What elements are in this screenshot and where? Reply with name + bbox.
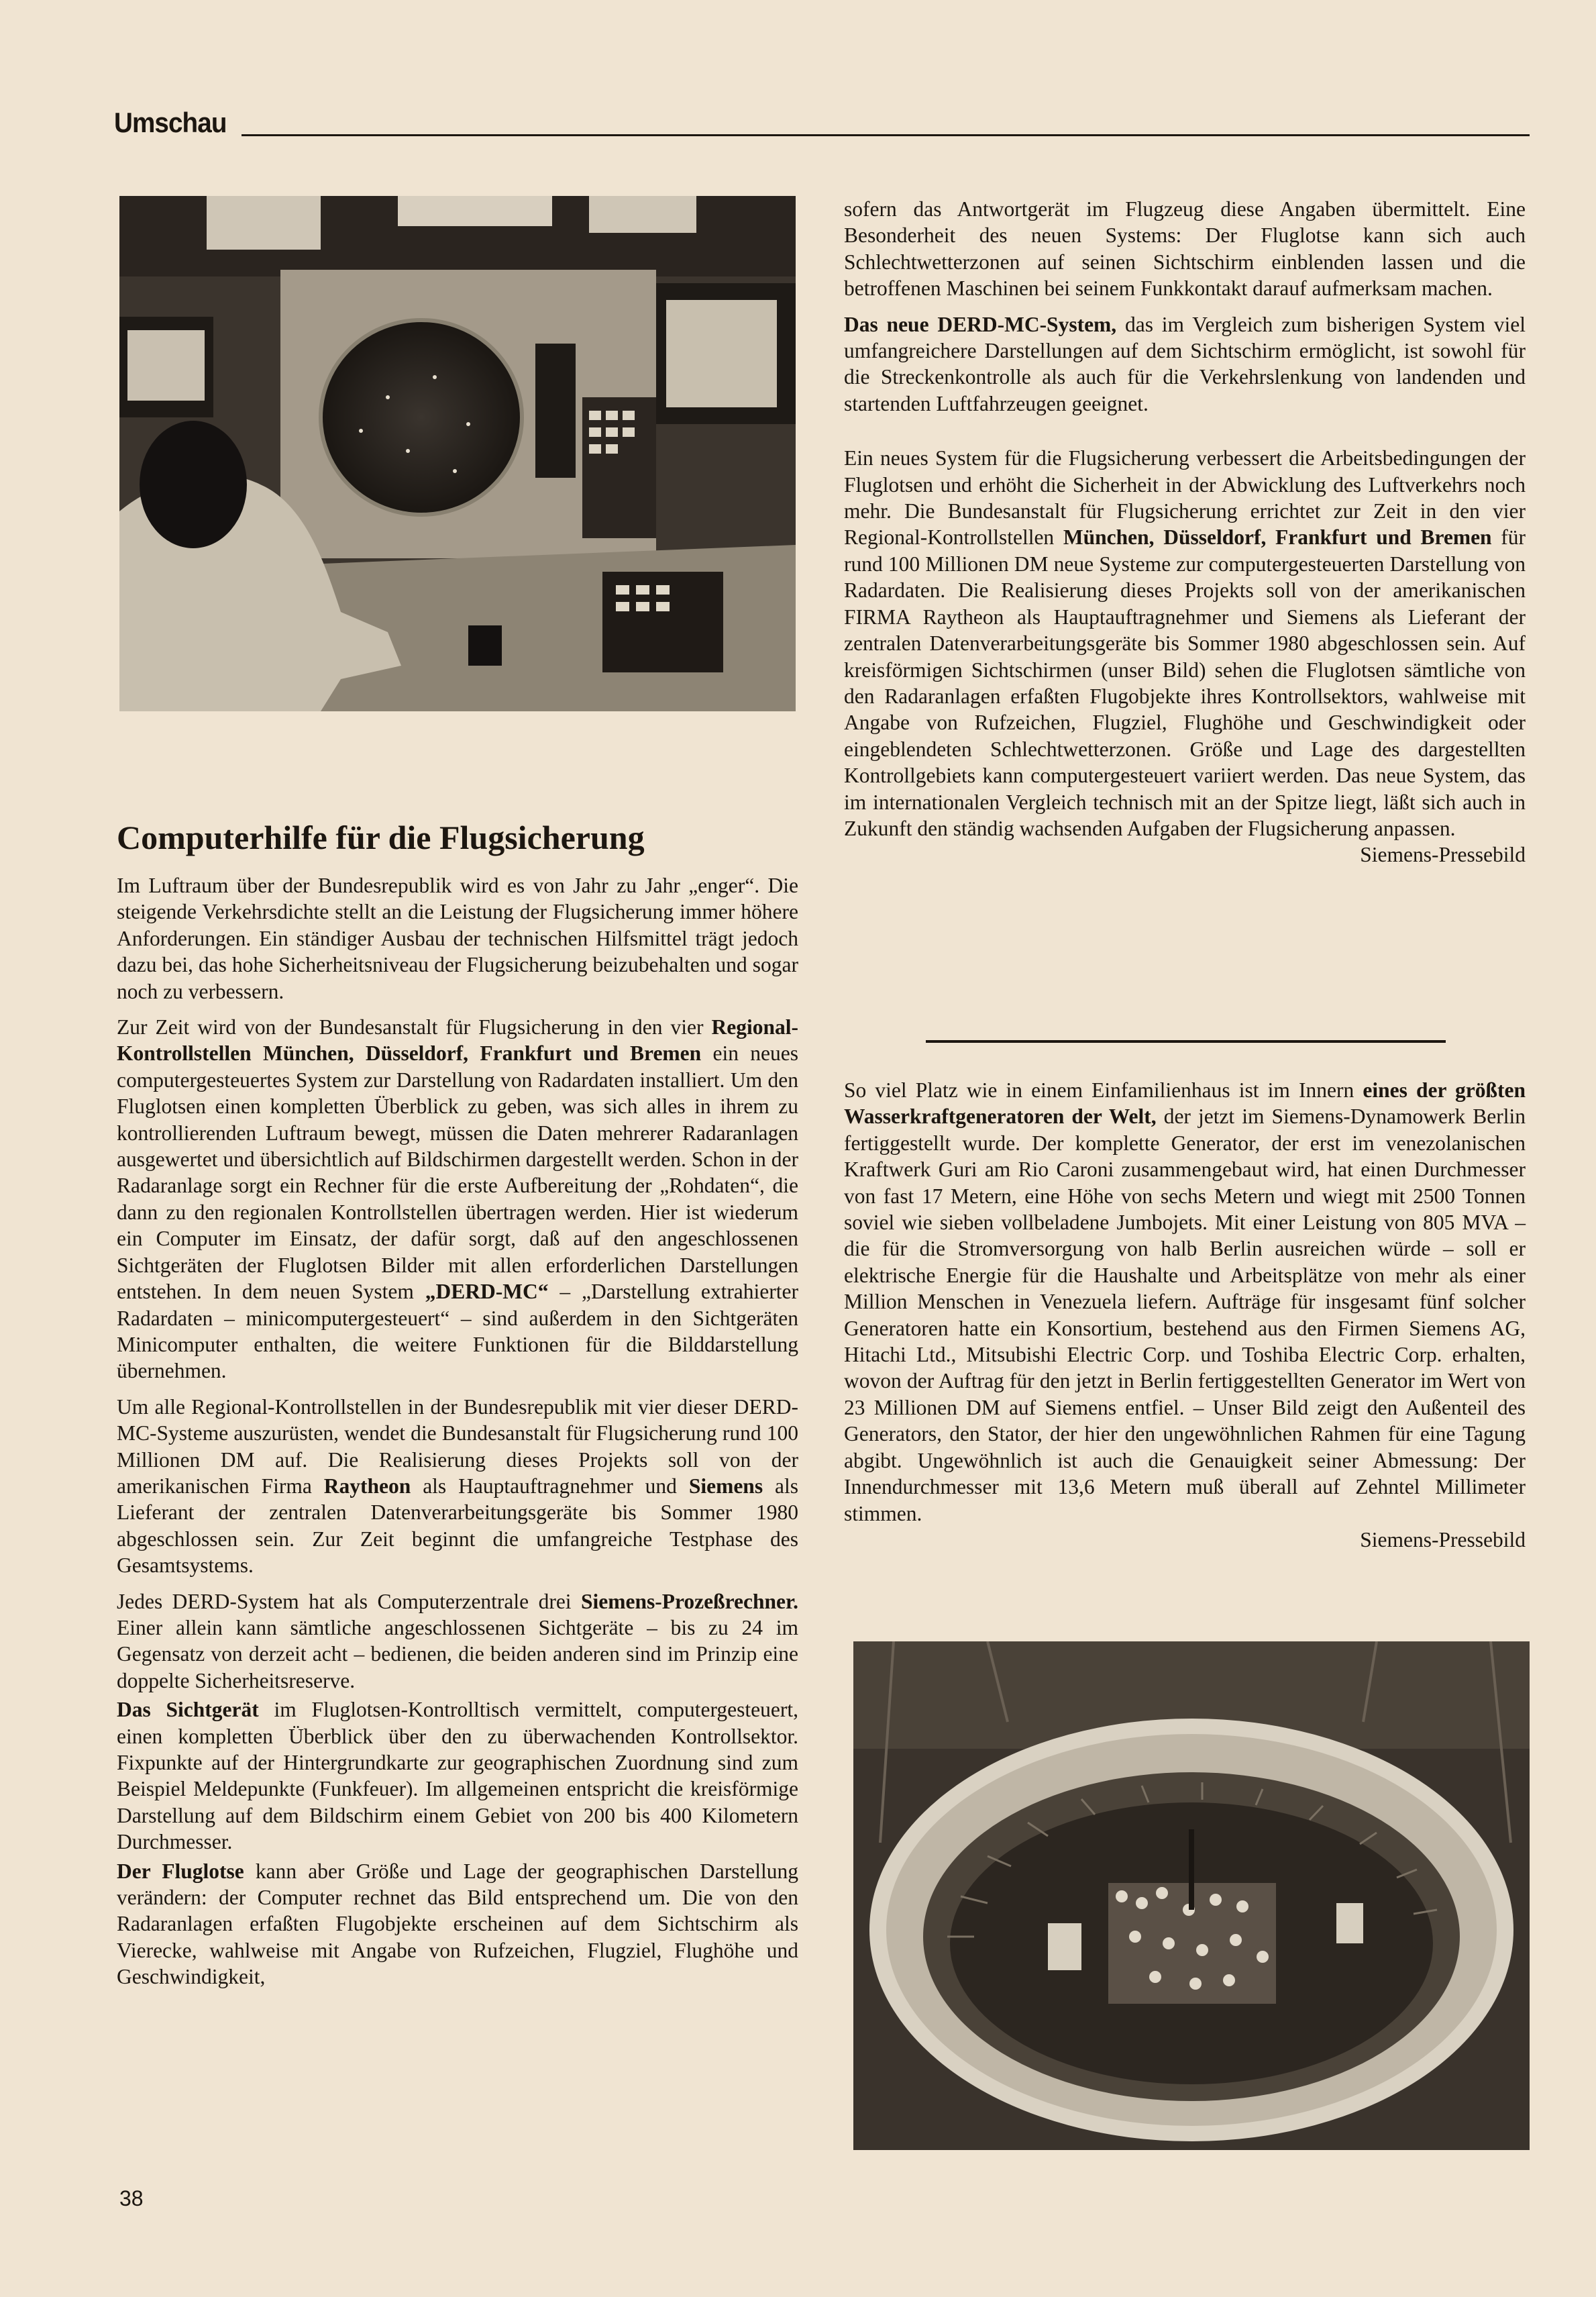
photo-credit-2: Siemens-Pressebild (1360, 1527, 1526, 1551)
right-column-text-bottom (844, 1077, 1526, 1553)
photo-credit-1: Siemens-Pressebild (1360, 843, 1526, 867)
paragraph-controller: Der Fluglotse kann aber Größe und Lage der geographischen Darstellung verändern: der Computer rechnet das Bild entsprechend um. Die von den Radaranlagen erfaßten Flugobjekte erscheinen auf dem Sichtschirm als Vierecke, wahlweise mit Angabe von Rufzeichen, Flugziel, Flughöhe und Geschwindigkeit, (117, 1859, 798, 1989)
article-headline: Computerhilfe für die Flugsicherung (117, 819, 645, 856)
article-divider (926, 1040, 1446, 1043)
paragraph-funding: Um alle Regional-Kontrollstellen in der Bundesrepublik mit vier dieser DERD-MC-Systeme auszurüsten, wendet die Bundesanstalt für Flugsicherung rund 100 Millionen DM auf. Die Realisierung dieses Projekts soll von der amerikanischen Firma Raytheon als Hauptauftragnehmer und Siemens als Lieferant der zentralen Datenverarbeitungsgeräte bis Sommer 1980 abgeschlossen sein. Zur Zeit beginnt die umfangreiche Testphase des Gesamtsystems. (117, 1394, 798, 1578)
page-number: 38 (119, 2186, 144, 2210)
generator-stator-photo (853, 1641, 1530, 2150)
intro-paragraph: Im Luftraum über der Bundesrepublik wird es von Jahr zu Jahr „enger“. Die steigende Verkehrsdichte stellt an die Leistung der Flugsicherung immer höhere Anforderungen. Ein ständiger Ausbau der technischen Hilfsmittel trägt jedoch dazu bei, das hohe Sicherheitsniveau der Flugsicherung beizubehalten und sogar noch zu verbessern. (117, 874, 798, 1003)
paragraph-regional: Zur Zeit wird von der Bundesanstalt für Flugsicherung in den vier Regional-Kontrollstellen München, Düsseldorf, Frankfurt und Bremen ein neues computergesteuertes System zur Darstellung von Radardaten installiert. Um den Fluglotsen einen kompletten Überblick zu geben, was sich alles in ihrem zu kontrollierenden Luftraum bewegt, müssen die Daten mehrerer Radaranlagen ausgewertet und übersichtlich auf Bildschirmen dargestellt werden. Schon in der Radaranlage sorgt ein Rechner für die erste Aufbereitung der „Rohdaten“, die dann zu den regionalen Kontrollstellen übertragen werden. Hier ist wiederum ein Computer im Einsatz, der dafür sorgt, daß auf den angeschlossenen Sichtgeräten der Fluglotsen Bilder mit allen erforderlichen Darstellungen entstehen. In dem neuen System „DERD-MC“ – „Darstellung extrahierter Radardaten – minicomputergesteuert“ – sind außerdem in den Sichtgeräten Minicomputer enthalten, die weitere Funktionen für die Bilddarstellung übernehmen. (117, 1015, 798, 1383)
section-label: Umschau (114, 106, 231, 140)
section-header (114, 106, 1530, 140)
paragraph-computers: Jedes DERD-System hat als Computerzentrale drei Siemens-Prozeßrechner. Einer allein kann sämtliche angeschlossenen Sichtgeräte – bis zu 24 im Gegensatz von derzeit acht – bedienen, die beiden anderen sind im Prinzip eine doppelte Sicherheitsreserve. (117, 1589, 798, 1692)
paragraph-display: Das Sichtgerät im Fluglotsen-Kontrolltisch vermittelt, computergesteuert, einen kompletten Überblick über den zu überwachenden Kontrollsektor. Fixpunkte auf der Hintergrundkarte zur geographischen Zuordnung sind zum Beispiel Meldepunkte (Funkfeuer). Im allgemeinen entspricht die kreisförmige Darstellung auf dem Bildschirm einem Gebiet von 200 bis 400 Kilometern Durchmesser. (117, 1698, 798, 1854)
generator-paragraph: So viel Platz wie in einem Einfamilienhaus ist im Innern eines der größten Wasserkraftgeneratoren der Welt, der jetzt im Siemens-Dynamowerk Berlin fertiggestellt wurde. Der komplette Generator, der erst im venezolanischen Kraftwerk Guri am Rio Caroni zusammengebaut wird, hat einen Durchmesser von fast 17 Metern, eine Höhe von sechs Metern und wiegt mit 2500 Tonnen soviel wie sieben vollbeladene Jumbojets. Mit einer Leistung von 805 MVA – die für die Stromversorgung von halb Berlin ausreichen würde – soll er elektrische Energie für die Haushalte und Arbeitsplätze von mehr als einer Million Menschen in Venezuela liefern. Aufträge für insgesamt fünf solcher Generatoren hatte ein Konsortium, bestehend aus den Firmen Siemens AG, Hitachi Ltd., Mitsubishi Electric Corp. und Toshiba Electric Corp. erhalten, wovon der Auftrag für den jetzt in Berlin fertiggestellten Generator im Wert von 23 Millionen DM auf Siemens entfiel. – Unser Bild zeigt den Außenteil des Generators, den Stator, der hier den ungewöhnlichen Rahmen für eine Tagung abgibt. Ungewöhnlich ist auch die Genauigkeit seiner Abmessung: Der Innendurchmesser mit 13,6 Metern muß überall auf Zehntel Millimeter stimmen. (844, 1078, 1526, 1525)
radar-controller-photo (119, 196, 796, 711)
right-column-text-top (844, 196, 1526, 868)
photo-caption-radar: Ein neues System für die Flugsicherung verbessert die Arbeitsbedingungen der Fluglotsen und erhöht die Sicherheit in der Abwicklung des Luftverkehrs noch mehr. Die Bundesanstalt für Flugsicherung errichtet zur Zeit in den vier Regional-Kontrollstellen München, Düsseldorf, Frankfurt und Bremen für rund 100 Millionen DM neue Systeme zur computergesteuerten Darstellung von Radardaten. Die Realisierung dieses Projekts soll von der amerikanischen FIRMA Raytheon als Hauptauftragnehmer und Siemens als Lieferant der zentralen Datenverarbeitungsgeräte bis Sommer 1980 abgeschlossen sein. Auf kreisförmigen Sichtschirmen (unser Bild) sehen die Fluglotsen sämtliche von den Radaranlagen erfaßten Flugobjekte ihres Kontrollsektors, wahlweise mit Angabe von Rufzeichen, Flugziel, Flughöhe und Geschwindigkeit oder eingeblendeten Schlechtwetterzonen. Größe und Lage des dargestellten Kontrollgebiets kann computergesteuert variiert werden. Das neue System, das im internationalen Vergleich technisch mit an der Spitze liegt, läßt sich auch in Zukunft den ständig wachsenden Aufgaben der Flugsicherung anpassen. (844, 446, 1526, 840)
header-rule (242, 134, 1530, 136)
left-column-text (117, 872, 798, 1993)
paragraph-transponder: sofern das Antwortgerät im Flugzeug diese Angaben übermittelt. Eine Besonderheit des neuen Systems: Der Fluglotse kann sich auch Schlechtwetterzonen auf seinen Sichtschirm einblenden lassen und die betroffenen Maschinen bei seinem Funkkontakt darauf aufmerksam machen. (844, 197, 1526, 301)
paragraph-derd-system: Das neue DERD-MC-System, das im Vergleich zum bisherigen System viel umfangreichere Darstellungen auf dem Sichtschirm ermöglicht, ist sowohl für die Streckenkontrolle als auch für die Verkehrslenkung von landenden und startenden Luftfahrzeugen geeignet. (844, 312, 1526, 415)
